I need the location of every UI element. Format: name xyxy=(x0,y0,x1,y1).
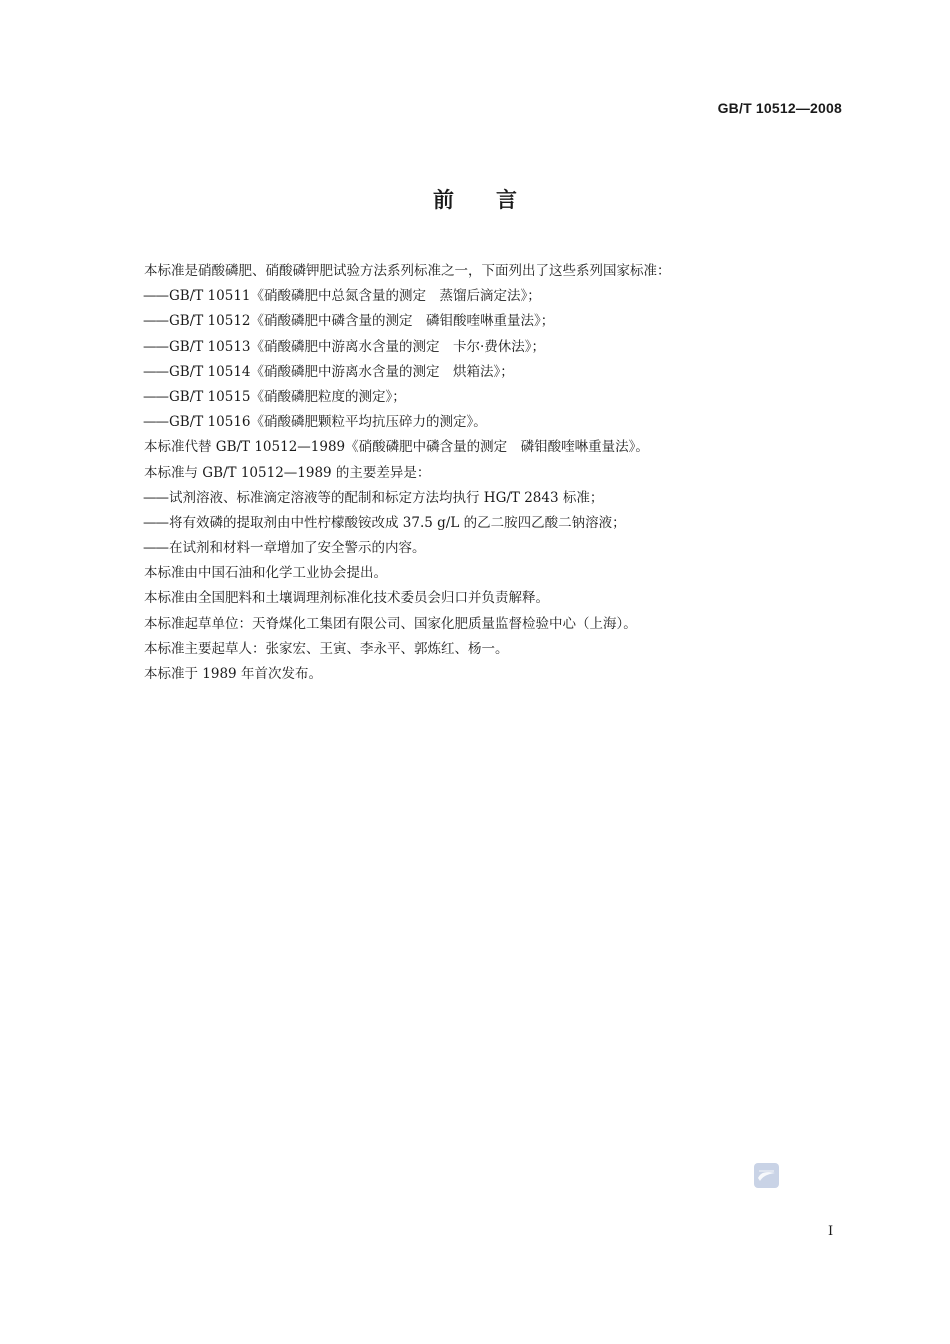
dash-mark: —— xyxy=(143,363,168,380)
line-text: 本标准由全国肥料和土壤调理剂标准化技术委员会归口并负责解释。 xyxy=(144,590,549,607)
line-text: 本标准与 GB/T 10512—1989 的主要差异是： xyxy=(144,464,431,481)
paragraph-line xyxy=(143,612,843,637)
line-text: GB/T 10511《硝酸磷肥中总氮含量的测定 蒸馏后滴定法》； xyxy=(169,288,541,305)
paragraph-line xyxy=(143,435,843,460)
dash-mark: —— xyxy=(143,540,168,557)
list-item xyxy=(143,309,843,334)
line-text: 本标准主要起草人：张家宏、王寅、李永平、郭炼红、杨一。 xyxy=(144,640,509,657)
dash-mark: —— xyxy=(143,313,168,330)
dash-mark: —— xyxy=(143,414,168,431)
list-item xyxy=(143,284,843,309)
line-text: GB/T 10513《硝酸磷肥中游离水含量的测定 卡尔·费休法》； xyxy=(169,338,546,355)
line-text: 本标准代替 GB/T 10512—1989《硝酸磷肥中磷含量的测定 磷钼酸喹啉重量法》。 xyxy=(144,439,649,456)
paragraph-line xyxy=(143,461,843,486)
line-text: 将有效磷的提取剂由中性柠檬酸铵改成 37.5 g/L 的乙二胺四乙酸二钠溶液； xyxy=(169,514,626,531)
line-text: 本标准是硝酸磷肥、硝酸磷钾肥试验方法系列标准之一，下面列出了这些系列国家标准： xyxy=(144,263,671,279)
paragraph-line xyxy=(143,561,843,586)
line-text: 本标准于 1989 年首次发布。 xyxy=(144,666,322,682)
sac-logo-icon xyxy=(754,1163,779,1188)
page-number: I xyxy=(828,1224,834,1239)
foreword-body xyxy=(143,259,843,687)
paragraph-line xyxy=(143,637,843,662)
list-item xyxy=(143,486,843,511)
line-text: 试剂溶液、标准滴定溶液等的配制和标定方法均执行 HG/T 2843 标准； xyxy=(169,489,604,506)
paragraph-line xyxy=(143,586,843,611)
page-title: 前言 xyxy=(433,188,559,212)
line-text: GB/T 10516《硝酸磷肥颗粒平均抗压碎力的测定》。 xyxy=(169,414,487,431)
list-item xyxy=(143,511,843,536)
dash-mark: —— xyxy=(143,338,168,355)
list-item xyxy=(143,360,843,385)
paragraph-line xyxy=(143,259,843,284)
list-item xyxy=(143,536,843,561)
list-item xyxy=(143,335,843,360)
line-text: 在试剂和材料一章增加了安全警示的内容。 xyxy=(169,540,426,557)
line-text: GB/T 10515《硝酸磷肥粒度的测定》； xyxy=(169,388,406,405)
line-text: 本标准由中国石油和化学工业协会提出。 xyxy=(144,565,387,582)
list-item xyxy=(143,385,843,410)
list-item xyxy=(143,410,843,435)
paragraph-line xyxy=(143,662,843,687)
line-text: GB/T 10514《硝酸磷肥中游离水含量的测定 烘箱法》； xyxy=(169,363,514,380)
line-text: GB/T 10512《硝酸磷肥中磷含量的测定 磷钼酸喹啉重量法》； xyxy=(169,313,555,330)
line-text: 本标准起草单位：天脊煤化工集团有限公司、国家化肥质量监督检验中心（上海）。 xyxy=(144,615,637,632)
dash-mark: —— xyxy=(143,489,168,506)
dash-mark: —— xyxy=(143,288,168,305)
dash-mark: —— xyxy=(143,514,168,531)
dash-mark: —— xyxy=(143,388,168,405)
standard-code: GB/T 10512—2008 xyxy=(717,100,842,116)
